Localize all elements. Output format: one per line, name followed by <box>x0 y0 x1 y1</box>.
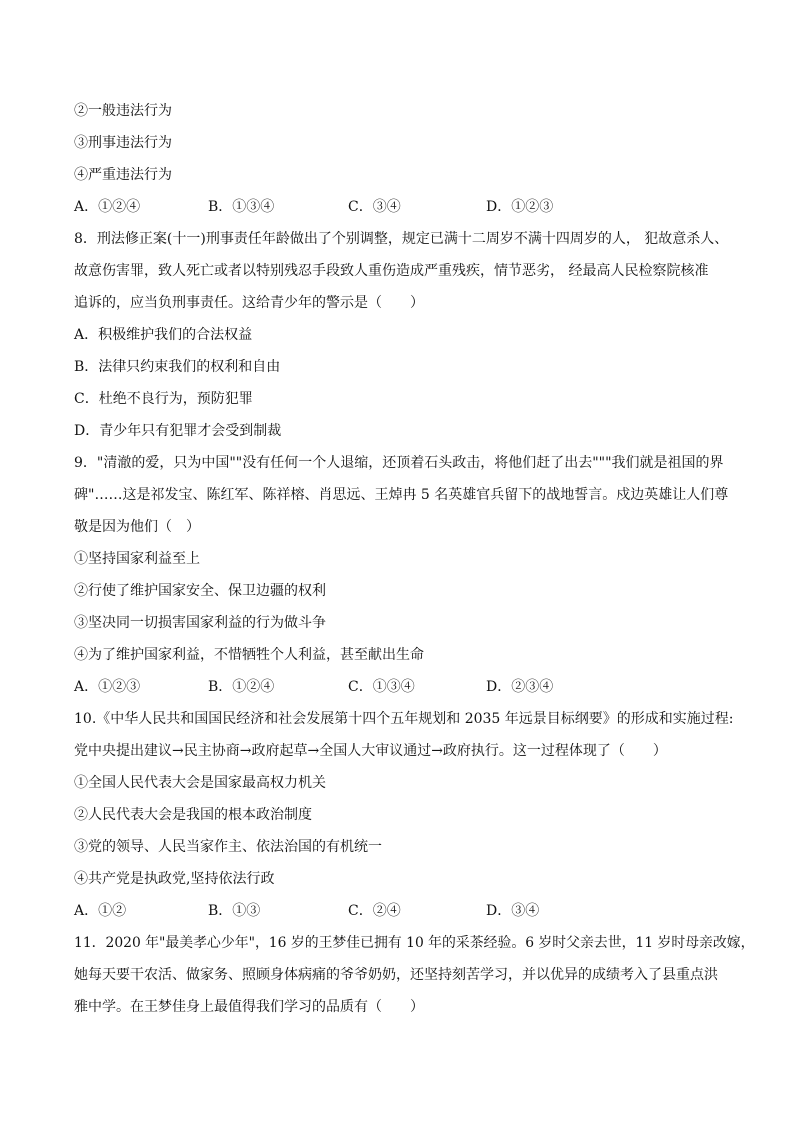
q9-item-2: ②行使了维护国家安全、保卫边疆的权利 <box>74 583 326 599</box>
q11-stem-line-1: 11．2020 年"最美孝心少年"，16 岁的王梦佳已拥有 10 年的采茶经验。6 岁时父亲去世，11 岁时母亲改嫁， <box>74 935 755 951</box>
q7-option-c: C．③④ <box>348 199 401 215</box>
q7-option-b: B．①③④ <box>208 199 275 215</box>
q9-item-1: ①坚持国家利益至上 <box>74 551 200 567</box>
q7-item-3: ③刑事违法行为 <box>74 135 172 151</box>
q9-option-c: C．①③④ <box>348 679 415 695</box>
q9-item-4: ④为了维护国家利益，不惜牺牲个人利益，甚至献出生命 <box>74 647 424 663</box>
q11-stem-line-3: 雅中学。在王梦佳身上最值得我们学习的品质有（ ） <box>74 999 424 1015</box>
q9-stem-line-3: 敬是因为他们（ ） <box>74 519 200 535</box>
q10-item-4: ④共产党是执政党,坚持依法行政 <box>74 871 275 887</box>
q8-stem-line-3: 追诉的，应当负刑事责任。这给青少年的警示是（ ） <box>74 295 424 311</box>
q10-option-a: A．①② <box>74 903 127 919</box>
q10-item-2: ②人民代表大会是我国的根本政治制度 <box>74 807 312 823</box>
q7-item-4: ④严重违法行为 <box>74 167 172 183</box>
q7-option-a: A．①②④ <box>74 199 141 215</box>
q11-stem-line-2: 她每天要干农活、做家务、照顾身体病痛的爷爷奶奶，还坚持刻苦学习，并以优异的成绩考入了县重点洪 <box>74 967 718 983</box>
q8-stem-line-2: 故意伤害罪，致人死亡或者以特别残忍手段致人重伤造成严重残疾，情节恶劣， 经最高人民检察院核准 <box>74 263 709 279</box>
q10-option-d: D．③④ <box>486 903 540 919</box>
q8-choice-b: B．法律只约束我们的权利和自由 <box>74 359 281 375</box>
q9-option-d: D．②③④ <box>486 679 554 695</box>
q9-option-a: A．①②③ <box>74 679 141 695</box>
q10-option-c: C．②④ <box>348 903 401 919</box>
q10-stem-line-2: 党中央提出建议→民主协商→政府起草→全国人大审议通过→政府执行。这一过程体现了（ ） <box>74 743 667 759</box>
q7-item-2: ②一般违法行为 <box>74 103 172 119</box>
q10-item-1: ①全国人民代表大会是国家最高权力机关 <box>74 775 326 791</box>
q8-stem-line-1: 8．刑法修正案(十一)刑事责任年龄做出了个别调整，规定已满十二周岁不满十四周岁的人， 犯故意杀人、 <box>74 231 729 247</box>
q10-option-b: B．①③ <box>208 903 261 919</box>
q10-stem-line-1: 10.《中华人民共和国国民经济和社会发展第十四个五年规划和 2035 年远景目标纲要》的形成和实施过程: <box>74 711 734 727</box>
q9-stem-line-2: 碑"……这是祁发宝、陈红军、陈祥榕、肖思远、王焯冉 5 名英雄官兵留下的战地誓言。戍边英雄让人们尊 <box>74 487 729 503</box>
q10-item-3: ③党的领导、人民当家作主、依法治国的有机统一 <box>74 839 382 855</box>
q8-choice-a: A．积极维护我们的合法权益 <box>74 327 253 343</box>
q7-option-d: D．①②③ <box>486 199 554 215</box>
q9-item-3: ③坚决同一切损害国家利益的行为做斗争 <box>74 615 326 631</box>
q8-choice-c: C．杜绝不良行为，预防犯罪 <box>74 391 253 407</box>
q9-option-b: B．①②④ <box>208 679 275 695</box>
q9-stem-line-1: 9．"清澈的爱，只为中国""没有任何一个人退缩，还顶着石头政击，将他们赶了出去"""我们就是祖国的界 <box>74 455 724 471</box>
q8-choice-d: D．青少年只有犯罪才会受到制裁 <box>74 423 282 439</box>
